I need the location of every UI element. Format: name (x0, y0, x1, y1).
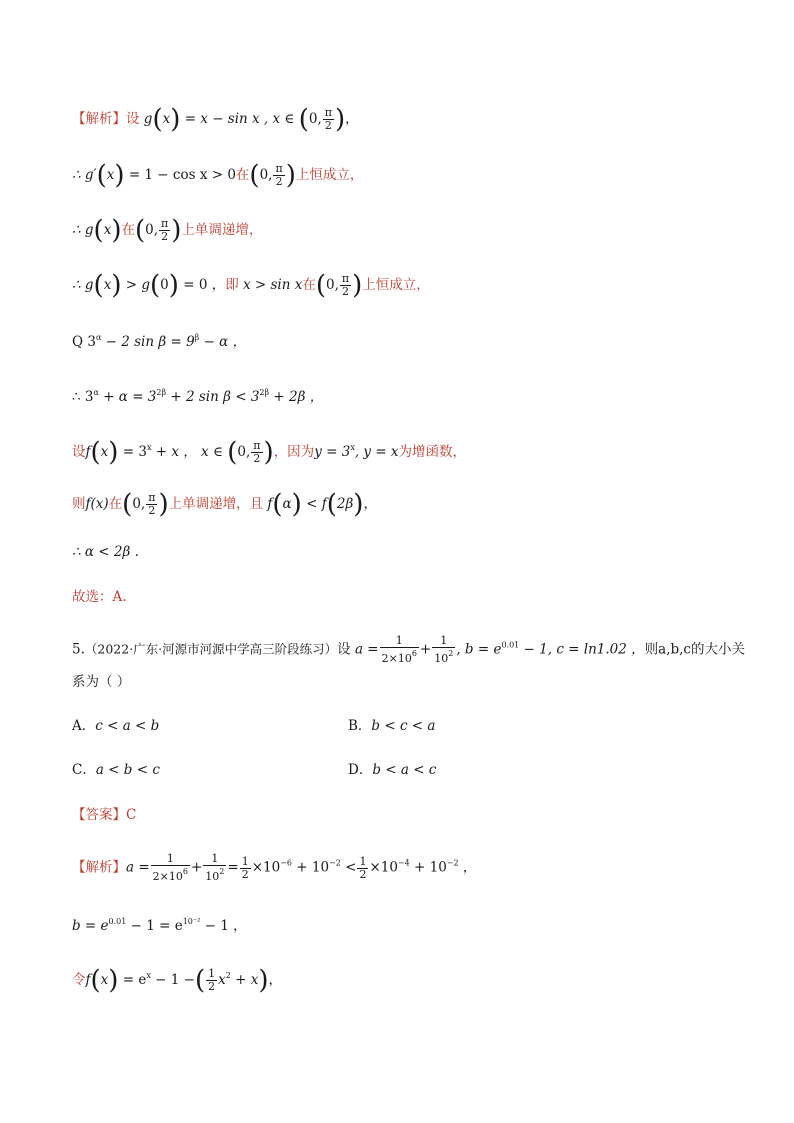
frac-num: 1 (241, 854, 249, 868)
math: x (103, 222, 112, 238)
option-letter: B． (348, 718, 372, 734)
frac-num: 1 (432, 635, 455, 648)
math: x (106, 167, 115, 183)
math-sup: 2 (225, 971, 231, 980)
paren: ) (352, 270, 363, 301)
frac-den: 2 (342, 285, 350, 298)
math: ×10 (251, 859, 281, 876)
math-sup: 10⁻² (182, 917, 201, 926)
fraction (240, 856, 251, 881)
math: x (103, 277, 112, 293)
text: 即 (225, 277, 239, 293)
frac-num: 1 (380, 635, 419, 648)
paren: ( (326, 489, 337, 520)
analysis-line-6 (72, 383, 323, 407)
text: ， (268, 972, 282, 988)
text: ，因为 (273, 444, 315, 460)
math: x (218, 972, 226, 988)
frac-den: 2 (148, 504, 156, 517)
paren: ( (122, 489, 133, 520)
paren: ) (258, 965, 269, 996)
math: 0, (308, 111, 322, 127)
text: 2×10 (152, 870, 183, 883)
math: 0, (132, 496, 146, 512)
math-sup: −2 (329, 858, 341, 868)
paren: ) (114, 160, 125, 191)
math-sup: 0.01 (501, 640, 520, 650)
math-sup: 2 (219, 867, 225, 876)
math: + (419, 641, 432, 658)
fraction (380, 635, 419, 665)
math-sup: β (194, 333, 200, 342)
math: x (100, 972, 109, 988)
option-c[interactable] (72, 760, 160, 780)
paren: ) (111, 270, 122, 301)
frac-num: 1 (203, 853, 226, 866)
math: 0, (145, 222, 159, 238)
math: = x − sin x , x ∈ (184, 111, 295, 127)
text: 上单调递增，且 (168, 496, 264, 512)
math: = 3 (122, 444, 147, 460)
frac-den: 2 (324, 119, 332, 132)
math: = e (122, 972, 147, 988)
math-sup: 2β (259, 388, 270, 397)
math: + x (230, 972, 259, 988)
paren: ( (93, 270, 104, 301)
math-sup: 6 (182, 867, 188, 876)
math-sup: α (93, 388, 99, 397)
fraction (251, 440, 262, 465)
math-sup: 0.01 (108, 917, 127, 926)
text: 设 (126, 111, 140, 127)
math: ∴ 3 (72, 389, 94, 405)
text: 上恒成立， (295, 167, 364, 183)
fraction (432, 635, 455, 665)
option-d[interactable] (348, 760, 436, 780)
math: , y = x (354, 444, 399, 460)
analysis-line-9 (72, 542, 139, 562)
answer-line (72, 805, 136, 825)
math-sup: x (146, 443, 152, 452)
math: f (85, 444, 91, 460)
paren: ) (170, 104, 181, 135)
math: + 10 (291, 859, 330, 876)
paren: ) (285, 160, 296, 191)
math: 0 (160, 277, 169, 293)
math: x (100, 444, 109, 460)
option-text: b < c < a (371, 718, 436, 734)
answer-label: 【答案】 (72, 807, 126, 823)
option-text: a < b < c (95, 762, 160, 778)
math: = 1 − cos x > 0 (128, 167, 236, 183)
math: + (190, 859, 203, 876)
math: = (227, 859, 239, 876)
paren: ) (108, 437, 119, 468)
text: 在 (302, 277, 316, 293)
fraction (146, 492, 157, 517)
choice-line: 故选：A. (72, 589, 127, 605)
paren: ) (291, 489, 302, 520)
math-sup: −4 (397, 858, 410, 868)
math: Q 3 (72, 334, 96, 350)
analysis-label: 【解析】 (72, 111, 126, 127)
math: − 1 − (150, 972, 195, 988)
math-sup: α (95, 333, 102, 342)
math: − 1 ， (200, 918, 247, 934)
paren: ) (111, 215, 122, 246)
analysis2-line-1 (72, 853, 476, 883)
analysis-line-8 (72, 489, 377, 520)
math: ∴ g (72, 222, 94, 238)
math: − 1 = e (126, 918, 183, 934)
frac-den (432, 648, 455, 665)
question-source: （2022·广东·河源市河源中学高三阶段练习） (84, 641, 338, 657)
math: ∴ g (72, 277, 94, 293)
fraction (323, 107, 334, 132)
frac-num: π (253, 439, 261, 452)
math: y = 3 (314, 444, 351, 460)
paren: ( (249, 160, 260, 191)
analysis2-line-2 (72, 912, 247, 936)
frac-num: 1 (359, 854, 367, 868)
analysis-label: 【解析】 (72, 859, 126, 876)
math: + 10 (409, 859, 447, 876)
math: − 1, c = ln1.02 ， (519, 641, 645, 658)
paren: ( (96, 160, 107, 191)
fraction (159, 218, 170, 243)
analysis-line-2 (72, 160, 364, 191)
math: + 2 sin β < 3 (166, 389, 260, 405)
frac-den: 2 (208, 980, 216, 993)
paren: ) (168, 270, 179, 301)
analysis2-line-3 (72, 965, 282, 996)
math: f (267, 496, 273, 512)
text: 设 (337, 641, 351, 658)
question-5-line-2: 系为（ ） (72, 674, 131, 690)
text: 2×10 (381, 652, 412, 665)
paren: ) (171, 215, 182, 246)
frac-num: 1 (208, 967, 216, 980)
paren: ) (108, 965, 119, 996)
paren: ( (298, 104, 309, 135)
math: ∴ g′ (72, 167, 97, 183)
fraction (206, 968, 217, 993)
frac-num: π (275, 162, 283, 175)
math-sup: −2 (446, 858, 459, 868)
frac-num: π (341, 272, 350, 285)
math: 0, (237, 444, 251, 460)
math: f(x) (85, 496, 109, 512)
frac-den: 2 (275, 175, 283, 188)
answer-value: C (126, 807, 137, 823)
paren: ( (93, 215, 104, 246)
paren: ( (90, 965, 101, 996)
math: − α ， (199, 334, 247, 350)
option-text: c < a < b (95, 718, 160, 734)
text: 上单调递增， (181, 222, 263, 238)
fraction (151, 853, 190, 883)
math: b = e (72, 918, 109, 934)
math: 0, (326, 277, 339, 293)
paren: ( (227, 437, 238, 468)
math: a = (126, 859, 150, 876)
text: 则 (72, 496, 86, 512)
paren: ( (315, 270, 327, 301)
text: 在 (235, 167, 250, 183)
frac-num: 1 (151, 853, 190, 866)
math: a = (354, 641, 379, 658)
math: α (282, 496, 292, 512)
option-a[interactable] (72, 716, 159, 736)
analysis-line-1 (72, 104, 359, 135)
math: < (340, 859, 357, 876)
math-sup: −6 (280, 858, 292, 868)
math: − 2 sin β = 9 (101, 334, 195, 350)
frac-den (151, 866, 190, 883)
frac-den (380, 648, 419, 665)
fraction (273, 163, 284, 188)
text: 在 (108, 496, 123, 512)
frac-num: π (324, 106, 332, 119)
math: x > sin x (243, 277, 303, 293)
math-sup: 6 (411, 649, 417, 658)
text: 为增函数， (398, 444, 467, 460)
option-letter: D． (348, 762, 373, 778)
paren: ( (134, 215, 146, 246)
math: x (162, 111, 171, 127)
text: 10 (434, 652, 449, 665)
math-sup: x (350, 443, 355, 452)
paren: ) (158, 489, 169, 520)
analysis-line-4 (72, 270, 430, 301)
frac-num: π (148, 491, 156, 504)
paren: ( (194, 965, 206, 996)
frac-den (203, 866, 226, 883)
paren: ) (353, 489, 364, 520)
math: 2β (336, 496, 354, 512)
text: 在 (121, 222, 135, 238)
option-letter: A． (72, 718, 96, 734)
math: ∴ α < 2β . (72, 544, 139, 560)
analysis-line-3 (72, 215, 263, 246)
frac-num: π (161, 217, 169, 230)
paren: ( (90, 437, 101, 468)
frac-den: 2 (161, 230, 169, 243)
fraction (203, 853, 226, 883)
math-sup: 2 (448, 649, 454, 658)
text: 设 (72, 444, 86, 460)
question-5-line-1 (72, 635, 745, 665)
option-text: b < a < c (372, 762, 437, 778)
text: 10 (205, 870, 220, 883)
paren: ) (335, 104, 346, 135)
math: + α = 3 (98, 389, 157, 405)
text: ， (458, 859, 477, 876)
math: 0, (259, 167, 273, 183)
frac-den: 2 (241, 867, 249, 881)
fraction (340, 273, 351, 298)
math: ×10 (369, 859, 398, 876)
fraction (357, 856, 368, 881)
option-letter: C． (72, 762, 96, 778)
text: ， (345, 111, 359, 127)
paren: ( (150, 270, 161, 301)
math: > g (125, 277, 151, 293)
option-b[interactable] (348, 716, 435, 736)
text: 则a,b,c的大小关 (644, 641, 745, 658)
frac-den: 2 (253, 452, 261, 465)
math: f (85, 972, 91, 988)
analysis-line-7 (72, 437, 467, 468)
question-number: 5. (72, 641, 85, 658)
math: = 0 ， (183, 277, 226, 293)
frac-den: 2 (359, 867, 367, 881)
math: + x ， x ∈ (151, 444, 223, 460)
paren: ( (272, 489, 283, 520)
paren: ( (152, 104, 163, 135)
text: ， (363, 496, 377, 512)
math: + 2β ， (269, 389, 324, 405)
math: g (143, 111, 153, 127)
text: 上恒成立， (362, 277, 430, 293)
math: < f (306, 496, 327, 512)
analysis-line-5 (72, 328, 246, 352)
text: 令 (72, 972, 86, 988)
math-sup: 2β (156, 388, 167, 397)
paren: ) (263, 437, 274, 468)
math: , b = e (456, 641, 502, 658)
math-sup: x (146, 971, 151, 980)
